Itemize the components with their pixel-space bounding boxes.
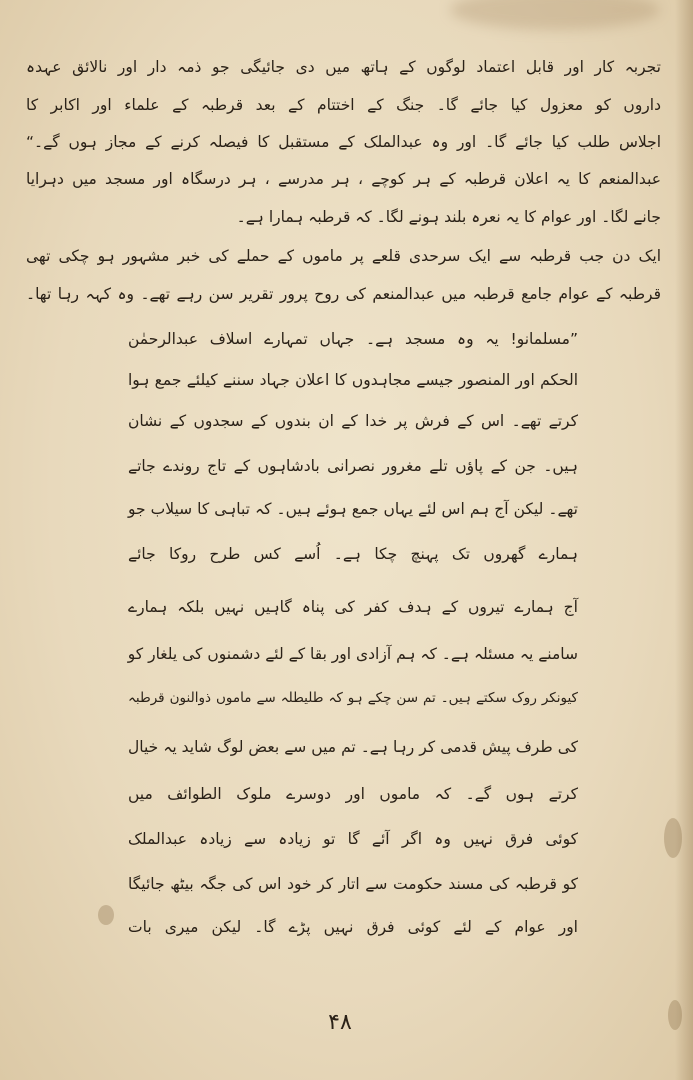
paper-stain — [450, 0, 660, 30]
quote-line: کرتے ہوں گے۔ کہ ماموں اور دوسرے ملوک الطوائف میں — [128, 785, 578, 803]
quote-line: کیونکر روک سکتے ہیں۔ تم سن چکے ہو کہ طلیطلہ سے ماموں ذوالنون قرطبہ — [128, 690, 578, 706]
quote-line: سامنے یہ مسئلہ ہے۔ کہ ہم آزادی اور بقا کے لئے دشمنوں کی یلغار کو — [127, 645, 578, 663]
paper-spot — [664, 818, 682, 858]
text-line: جانے لگا۔ اور عوام کا یہ نعرہ بلند ہونے لگا۔ کہ قرطبہ ہمارا ہے۔ — [236, 208, 661, 226]
quote-line: کی طرف پیش قدمی کر رہا ہے۔ تم میں سے بعض لوگ شاید یہ خیال — [128, 738, 578, 756]
quote-line: کوئی فرق نہیں وہ اگر آئے گا تو زیادہ سے زیادہ عبدالملک — [128, 830, 578, 848]
paper-edge-shadow — [675, 0, 693, 1080]
page-number: ۴۸ — [328, 1010, 352, 1035]
quote-line: اور عوام کے لئے کوئی فرق نہیں پڑے گا۔ لیکن میری بات — [128, 918, 578, 936]
text-line: داروں کو معزول کیا جائے گا۔ جنگ کے اختتام کے بعد قرطبہ کے علماء اور اکابر کا — [26, 96, 661, 114]
quote-line: ہیں۔ جن کے پاؤں تلے مغرور نصرانی بادشاہوں کے تاج روندے جاتے — [128, 457, 578, 475]
quote-line: آج ہمارے تیروں کے ہدف کفر کی پناہ گاہیں نہیں بلکہ ہمارے — [128, 598, 578, 616]
text-line: عبدالمنعم کا یہ اعلان قرطبہ کے ہر کوچے ، ہر مدرسے ، ہر درسگاہ اور مسجد میں دہرایا — [26, 170, 661, 188]
quote-line: الحکم اور المنصور جیسے مجاہدوں کا اعلان جہاد سننے کیلئے جمع ہوا — [128, 371, 578, 389]
quote-line: تھے۔ لیکن آج ہم اس لئے یہاں جمع ہوئے ہیں۔ کہ تباہی کا سیلاب جو — [128, 500, 578, 518]
text-line: ایک دن جب قرطبہ سے ایک سرحدی قلعے پر ماموں کے حملے کی خبر مشہور ہو چکی تھی — [26, 247, 661, 265]
text-line: تجربہ کار اور قابل اعتماد لوگوں کے ہاتھ میں دی جائیگی جو ذمہ دار اور نالائق عہدہ — [26, 58, 661, 76]
quote-line: ”مسلمانو! یہ وہ مسجد ہے۔ جہاں تمہارے اسلاف عبدالرحمٰن — [128, 330, 578, 348]
quote-line: ہمارے گھروں تک پہنچ چکا ہے۔ اُسے کس طرح روکا جائے — [128, 545, 578, 563]
text-line: اجلاس طلب کیا جائے گا۔ اور وہ عبدالملک کے مستقبل کا فیصلہ کرنے کے مجاز ہوں گے۔“ — [26, 133, 661, 151]
paper-spot — [668, 1000, 682, 1030]
quote-line: کرتے تھے۔ اس کے فرش پر خدا کے ان بندوں کے سجدوں کے نشان — [128, 412, 578, 430]
text-line: قرطبہ کے عوام جامع قرطبہ میں عبدالمنعم کی روح پرور تقریر سن رہے تھے۔ وہ کہہ رہا تھا۔ — [26, 285, 661, 303]
quote-line: کو قرطبہ کی مسند حکومت سے اتار کر خود اس کی جگہ بیٹھ جائیگا — [128, 875, 578, 893]
paper-spot — [98, 905, 114, 925]
